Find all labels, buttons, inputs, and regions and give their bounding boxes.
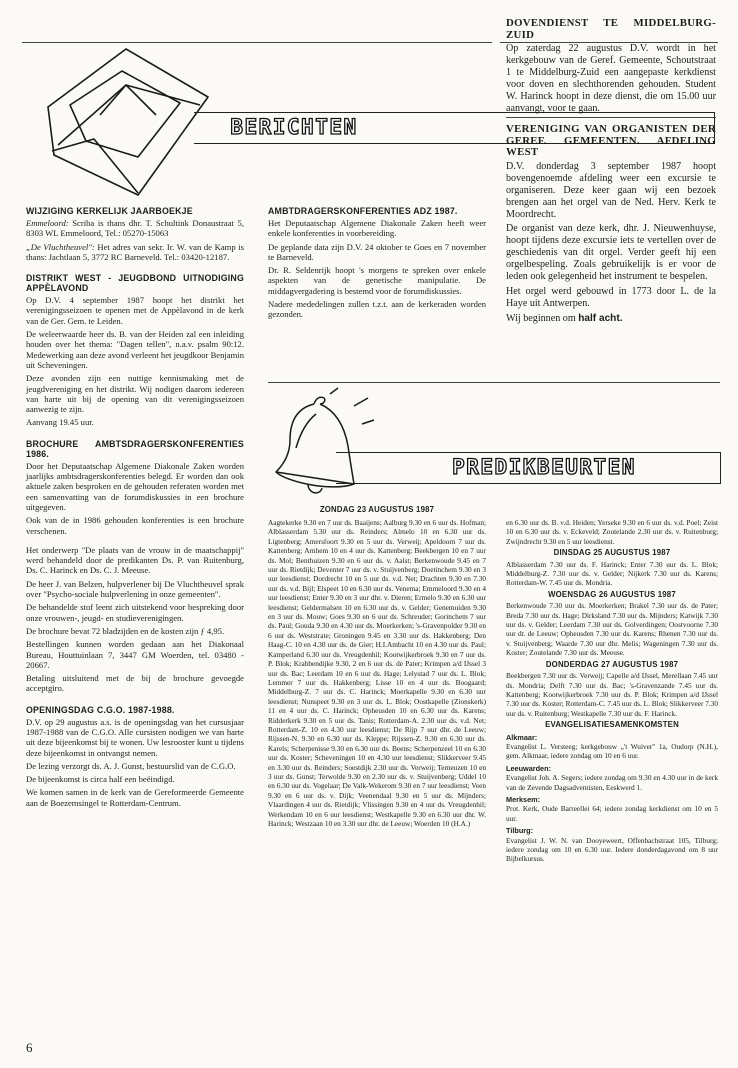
section-title: VERENIGING VAN ORGANISTEN DER GEREF. GEMEENTEN. AFDELING WEST bbox=[506, 123, 716, 159]
paragraph-text: Wij beginnen om bbox=[506, 312, 579, 324]
day-heading: WOENSDAG 26 AUGUSTUS 1987 bbox=[548, 589, 676, 599]
evangelisation-text: Evangelist J. W. N. van Dooyeweert, Offenbachstraat 105, Tilburg; iedere zondag om 10 en 6.30 uur. Iedere donderdagavond om 8 uur Bijbelkursus. bbox=[506, 835, 718, 864]
section-title: AMBTDRAGERSKONFERENTIES ADZ 1987. bbox=[268, 206, 458, 216]
paragraph-text: Scriba is thans dhr. T. Schultink Donaustraat 5, 8303 WL Emmeloord, Tel.: 05270-15063 bbox=[26, 218, 244, 239]
paragraph bbox=[506, 313, 716, 325]
place-heading: Merksem: bbox=[506, 794, 541, 804]
column-3 bbox=[506, 18, 716, 328]
paragraph: Door het Deputaatschap Algemene Diakonale Zaken worden jaarlijks ambtsdragerskonferenties belegd. Er worden dan ook aktuele zaken besproken en de gehouden referaten worden met een samenvatting van de forumdiskussies in een brochure uitgegeven. bbox=[26, 460, 244, 512]
bell-illustration bbox=[268, 386, 378, 504]
day-heading: ZONDAG 23 AUGUSTUS 1987 bbox=[319, 505, 435, 514]
place-name: „De Vluchtheuvel": bbox=[26, 241, 95, 252]
service-list: en 6.30 uur ds. B. v.d. Heiden; Yerseke 9.30 en 6 uur ds. v.d. Poel; Zeist 10 en 6.30 uur ds. v. Eckeveld; Zoutelande 2.30 uur ds. v. Ruitenburg; Zwijndrecht 9.30 en 5 uur leesdienst. bbox=[506, 518, 718, 546]
day-heading: DONDERDAG 27 AUGUSTUS 1987 bbox=[545, 659, 679, 669]
predikbeurten-banner-text: PREDIKBEURTEN bbox=[452, 455, 636, 479]
paragraph: Het orgel werd gebouwd in 1773 door L. de la Haye uit Antwerpen. bbox=[506, 286, 716, 309]
column-1 bbox=[26, 206, 244, 811]
paragraph bbox=[26, 218, 244, 239]
section-title: BROCHURE AMBTSDRAGERSKONFERENTIES 1986. bbox=[26, 438, 244, 459]
column-2 bbox=[268, 206, 486, 323]
paragraph: De heer J. van Belzen, hulpverlener bij De Vluchtheuvel sprak over "Psycho-sociale hulpverlening in onze gemeenten". bbox=[26, 578, 244, 600]
evangelisation-text: Evangelist Joh. A. Segers; iedere zondag om 9.30 en 4.30 uur in de kerk van de Zevende Dagsadventisten, Eeskwerd 1. bbox=[506, 773, 718, 792]
divider bbox=[506, 117, 716, 118]
paragraph: De bijeenkomst is circa half een beëindigd. bbox=[26, 774, 175, 785]
paragraph: D.V. op 29 augustus a.s. is de openingsdag van het cursusjaar 1987-1988 van de C.G.O. Alle cursisten nodigen we van harte uit deze bijeenkomst bij te wonen. Uw lesrooster kunt u tijdens deze bijeenkomst in ontvangst nemen. bbox=[26, 716, 244, 758]
day-heading: DINSDAG 25 AUGUSTUS 1987 bbox=[553, 548, 671, 558]
paragraph: De behandelde stof leent zich uitstekend voor bespreking door onze vrouwen-, jeugd- en studieverenigingen. bbox=[26, 602, 244, 623]
paragraph: D.V. donderdag 3 september 1987 hoopt bovengenoemde afdeling weer een excursie te organiseren. Deze keer gaan wij een bezoek brengen aan het orgel van de Ned. Herv. Kerk te Moordrecht. bbox=[506, 160, 716, 220]
emphasis: half acht. bbox=[578, 312, 623, 324]
paragraph: De weleerwaarde heer ds. B. van der Heiden zal een inleiding houden over het thema: "Dagen tellen", n.a.v. psalm 90:12. Medewerking aan deze avond verleent het jeugdkoor Benjamin uit Scheveningen. bbox=[26, 329, 244, 370]
paragraph: Aanvang 19.45 uur. bbox=[26, 417, 94, 428]
section-title: OPENINGSDAG C.G.O. 1987-1988. bbox=[26, 704, 175, 715]
page-number: 6 bbox=[26, 1040, 33, 1055]
paragraph-text: Het adres van sekr. Ir. W. van de Kamp is thans: Jachtlaan 5, 3772 RC Barneveld. Tel.: 03420-12187. bbox=[26, 241, 244, 262]
place-name: Emmeloord: bbox=[26, 218, 69, 228]
place-heading: Leeuwarden: bbox=[506, 763, 552, 773]
paragraph: Dr. R. Seldenrijk hoopt 's morgens te spreken over enkele aspekten van de genetische manipulatie. De middagvergadering is bestemd voor de forumdiskussies. bbox=[268, 265, 486, 296]
service-list: Berkenwoude 7.30 uur ds. Moerkerken; Brakel 7.30 uur ds. de Pater; Breda 7.30 uur ds. Hage; Dirksland 7.30 uur ds. Mijnders; Katwijk 7.30 uur ds. v. Gelder; Leerdam 7.30 uur ds. Golverdingen; Oostvoorne 7.30 uur dr. de Leeuw; Opheusden 7.30 uur ds. Karens; Rhenen 7.30 uur ds. v. Stuijvenberg; Waarde 7.30 uur dhr. Melis; Wageningen 7.30 uur ds. Koster; Zoutelande 7.30 uur ds. Meeuse. bbox=[506, 601, 718, 658]
section-title: DISTRIKT WEST - JEUGDBOND UITNODIGING APPÈLAVOND bbox=[26, 273, 244, 294]
paragraph: Op D.V. 4 september 1987 hoopt het distrikt het verenigingsseizoen te openen met de Appèlavond in de kerk van de Ger. Gem. te Leiden. bbox=[26, 295, 244, 326]
sunday-heading-wrap bbox=[268, 505, 486, 516]
berichten-banner-text: BERICHTEN bbox=[230, 115, 358, 139]
paragraph bbox=[26, 242, 244, 263]
paragraph: Bestellingen kunnen worden gedaan aan het Diakonaal Bureau, Houttuinlaan 7, 3447 GM Woerden, tel. 03480 - 20667. bbox=[26, 639, 244, 670]
preek-right-column bbox=[506, 518, 718, 866]
service-list: Alblasserdam 7.30 uur ds. F. Harinck; Enter 7.30 uur ds. L. Blok; Middelburg-Z. 7.30 uur ds. v. Gelder; Nijkerk 7.30 uur ds. Karens; Rotterdam-W. 7.45 uur ds. Mondria. bbox=[506, 559, 718, 588]
paragraph: We komen samen in de kerk van de Gereformeerde Gemeente aan de Boezemsingel te Rotterdam-Centrum. bbox=[26, 787, 244, 808]
paragraph: Ook van de in 1986 gehouden konferenties is een brochure verschenen. bbox=[26, 515, 244, 536]
evangelisation-text: Evangelist L. Versteeg; kerkgebouw „'t Wuiver" 1a, Oudorp (N.H.), gem. Alkmaar, iedere zondag om 10 en 6 uur. bbox=[506, 741, 718, 761]
top-rule-left bbox=[22, 42, 492, 43]
service-list: Beekbergen 7.30 uur ds. Verweij; Capelle a/d IJssel, Merellaan 7.45 uur ds. Mondria; Delft 7.30 uur ds. Bac; 's-Gravenzande 7.45 uur ds. Kattenberg; Kootwijkerbroek 7.30 uur ds. P. Blok; Krimpen a/d IJssel 7.30 uur ds. Koster; Rotterdam-C. 7.45 uur ds. L. Blok; Slikkerveer 7.30 uur ds. v. Ruitenburg; Westkapelle 7.30 uur ds. F. Harinck. bbox=[506, 671, 718, 718]
predikbeurten-banner bbox=[446, 452, 642, 482]
day-heading: EVANGELISATIESAMENKOMSTEN bbox=[545, 720, 679, 730]
berichten-banner bbox=[224, 112, 364, 142]
section-title: WIJZIGING KERKELIJK JAARBOEKJE bbox=[26, 206, 193, 216]
section-title: DOVENDIENST TE MIDDELBURG-ZUID bbox=[506, 17, 716, 41]
paragraph: De organist van deze kerk, dhr. J. Nieuwenhuyse, hoopt tijdens deze excursie iets te vertellen over de geschiedenis van dit orgel. Verder geeft hij een orgelbespeling. Zoals gebruikelijk is er voor de leden ook gelegenheid het instrument te bespelen. bbox=[506, 223, 716, 283]
service-list: Aagtekerke 9.30 en 7 uur ds. Baaijens; Aalburg 9.30 en 6 uur ds. Hofman; Alblasserdam 5.30 uur ds. Reinders; Almelo 10 en 6.30 uur ds. Ligtenberg; Amersfoort 9.30 en 5 uur ds. Verweij; Apeldoorn 7 uur ds. Kattenberg; Arnhem 10 en 4 uur ds. Kattenberg; Beekbergen 10 en 7 uur ds. Mol; Benthuizen 9.30 en 6 uur ds. v. Aalst; Berkenwoude 9.45 en 7 uur ds. Rietdijk; Deventer 7 uur ds. v. Stuijvenberg; Doetinchem 9.30 en 3 uur leesdienst; Dordrecht 10 en 5 uur ds. v.d. Net; Drachten 9.30 en 7.30 uur ds. v.d. Bijl; Elspeet 10 en 6.30 uur ds. Venema; Emmeloord 9.30 en 4 uur leesdienst; Enter 9.30 en 3 uur dhr. v. Dieren; Ermelo 9.30 en 6.30 uur leesdienst; Geldermalsen 10 en 6.30 uur ds. v. Gelder; Genemuiden 9.30 en 3 uur ds. Mouw; Goes 9.30 en 6 uur ds. Schreuder; Gorinchem 7 uur ds. Paul; Gouda 9.30 en 4.30 uur ds. Moerkerken; 's-Gravenpolder 9.30 en 6 uur ds. Weststrate; Groningen 9.45 en 3.30 uur ds. Hakkenberg; Den Haag-C. 10 en 4.30 uur ds. de Gier; H.I.Ambacht 10 en 4.30 uur ds. Paul; Kamperland 6.30 uur ds. Vreugdenhil; Kootwijkerbroek 9.30 en 7 uur ds. P. Blok; Krabbendijke 9.30, 2 en 6 uur ds. de Pater; Krimpen a/d IJssel 3 uur ds. Bac; Leerdam 10 en 6 uur ds. Hage; Lelystad 7 uur ds. L. Blok; Lemmer 7 uur ds. Hakkenberg; Lisse 10 en 4 uur ds. Boogaard; Middelburg-Z. 7 uur ds. C. Harinck; Moerkapelle 9.30 en 6.30 uur leesdienst; Nunspeet 9.30 en 3 uur ds. L. Blok; Oostkapelle (Zionskerk) 11 en 4 uur ds. C. Harinck; Opheusden 10 en 6.30 uur ds. Karens; Ridderkerk 9.30 en 5 uur ds. Tanis; Rotterdam-A. 2.30 uur ds. v.d. Net; Rotterdam-Z. 10 en 4.30 uur leesdienst; De Rijp 7 uur dhr. de Leeuw; Rijssen-N. 9.30 en 6.30 uur ds. Kleppe; Rijssen-Z. 9.30 en 6.30 uur ds. Karels; Scherpenisse 9.30 en 6.30 uur ds. Beens; Scherpenzeel 10 en 6.30 uur ds. Koster; Scheveningen 10 en 4.30 uur leesdienst; Slikkerveer 9.45 en 3.30 uur ds. Reinders; Soestdijk 2.30 uur ds. Verweij; Terneuzen 10 en 3 uur ds. Gunst; Terwolde 9.30 en 2.30 uur ds. v. Stuijvenberg; Uddel 10 en 6.30 uur ds. Vogelaar; De Valk-Wekerom 9.30 en 7 uur leesdienst; Veen 9.30 en 6 uur ds. v. Dijk; Veenendaal 9.30 en 5 uur ds. Mijnders; Vlaardingen 4 uur ds. Rietdijk; Vlissingen 9.30 en 4 uur ds. Vreugdenhil; Werkendam 10 en 6 uur leesdienst; Westkapelle 9.30 en 6.30 uur dhr. W. Harinck; Westzaan 10 en 3.30 uur dhr. de Leeuw; Woerden 10 (H.A.) bbox=[268, 518, 486, 828]
paragraph: Het onderwerp "De plaats van de vrouw in de maatschappij" werd behandeld door de predikanten Ds. P. van Ruitenburg, Ds. C. Harinck en Ds. C. J. Meeuse. bbox=[26, 544, 244, 576]
place-heading: Alkmaar: bbox=[506, 732, 538, 742]
paragraph: Op zaterdag 22 augustus D.V. wordt in het kerkgebouw van de Geref. Gemeente, Schoutstraat 1 te Middelburg-Zuid een aangepaste kerkdienst voor doven en slechthorenden gehouden. Student W. Harinck hoopt in deze dienst, die om 15.00 uur aanvangt, voor te gaan. bbox=[506, 43, 716, 114]
evangelisation-text: Prot. Kerk, Oude Barreellei 64; iedere zondag kerkdienst om 10 en 5 uur. bbox=[506, 804, 718, 823]
paragraph: Het Deputaatschap Algemene Diakonale Zaken heeft weer enkele konferenties in voorbereiding. bbox=[268, 218, 486, 239]
paragraph: De brochure bevat 72 bladzijden en de kosten zijn ƒ 4,95. bbox=[26, 625, 225, 636]
paragraph: De geplande data zijn D.V. 24 oktober te Goes en 7 november te Barneveld. bbox=[268, 241, 486, 262]
paragraph: Deze avonden zijn een nuttige kennismaking met de jeugdvereniging en het distrikt. Wij nodigen daarom iedereen van harte uit bij de opening van dit verenigingsseizoen aanwezig te zijn. bbox=[26, 373, 244, 415]
paragraph: De lezing verzorgt ds. A. J. Gunst, bestuurslid van de C.G.O. bbox=[26, 760, 236, 771]
preek-left-column bbox=[268, 518, 486, 830]
place-heading: Tilburg: bbox=[506, 826, 534, 836]
paragraph: Nadere mededelingen zullen t.z.t. aan de kerkeraden worden gezonden. bbox=[268, 299, 486, 320]
mid-rule bbox=[268, 382, 720, 383]
paragraph: Betaling uitsluitend met de bij de brochure gevoegde acceptgiro. bbox=[26, 673, 244, 694]
